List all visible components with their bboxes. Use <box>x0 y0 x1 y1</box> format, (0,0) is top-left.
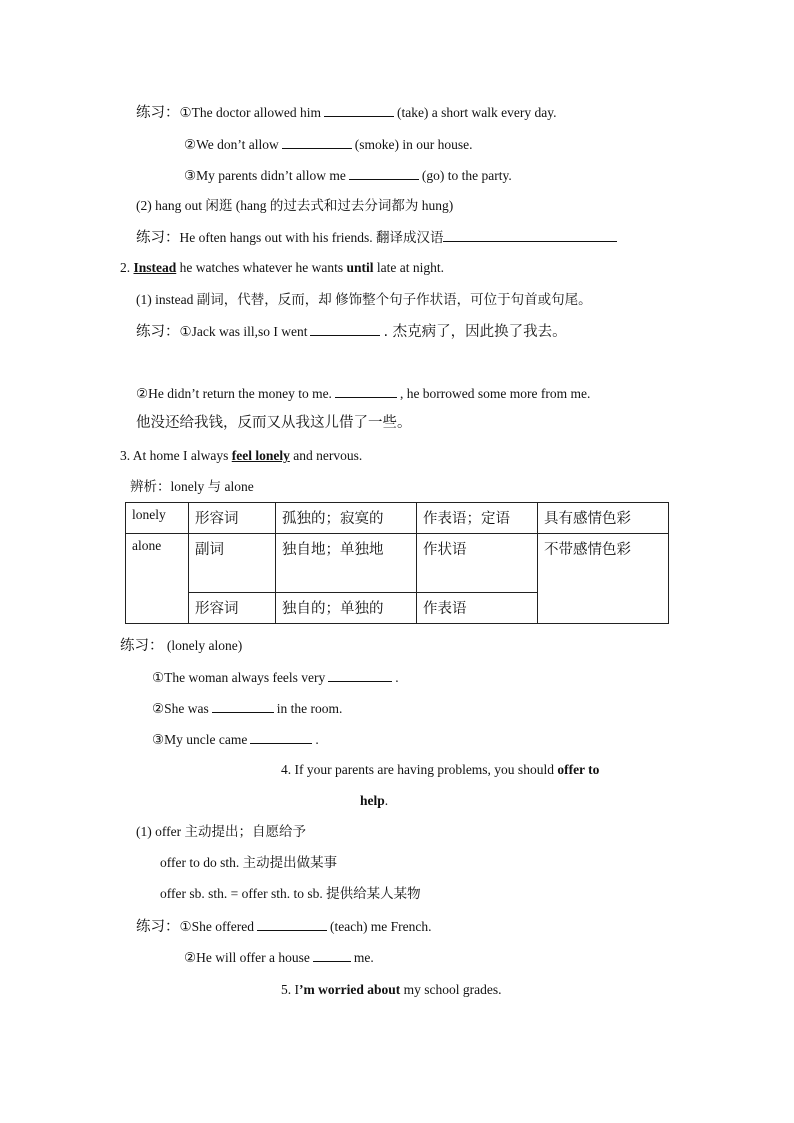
answer-blank[interactable] <box>349 165 419 180</box>
exercise-label: 练习： <box>136 105 180 121</box>
offer-exercise-2 <box>184 947 374 968</box>
sentence-start: 3. At home I always <box>120 448 232 463</box>
keyword-offer-to: offer to <box>557 762 600 777</box>
exercise-label: 练习： <box>136 324 180 340</box>
sentence-end: late at night. <box>373 260 444 275</box>
sentence-start: ②He will offer a house <box>184 950 310 965</box>
answer-blank[interactable] <box>250 729 312 744</box>
sentence-start: ②She was <box>152 701 209 716</box>
lonely-alone-q2 <box>152 698 342 719</box>
sentence-start: ①The woman always feels very <box>152 670 326 685</box>
sentence-start: ①The doctor allowed him <box>179 105 321 120</box>
sentence-end: and nervous. <box>289 448 363 463</box>
lonely-alone-q3: ③My uncle came . <box>152 729 319 750</box>
lonely-alone-exercise-heading <box>120 636 242 656</box>
answer-blank[interactable] <box>443 227 617 242</box>
answer-blank[interactable] <box>282 134 352 149</box>
table-cell: 独自的；单独的 <box>276 593 417 624</box>
table-row <box>126 503 669 534</box>
table-cell: 作表语；定语 <box>417 503 538 534</box>
section-5-heading <box>281 980 501 1000</box>
table-cell: 不带感情色彩 <box>538 534 669 624</box>
table-cell: 作状语 <box>417 534 538 593</box>
sentence-end: . 杰克病了，因此换了我去。 <box>383 324 567 340</box>
table-cell: 副词 <box>189 534 276 593</box>
sentence-start: ③My parents didn’t allow me <box>184 168 346 183</box>
sentence-start: 4. If your parents are having problems, you should <box>281 762 558 777</box>
section-4-heading-cont: help. <box>360 793 389 808</box>
exercise-label: 练习： <box>120 638 164 654</box>
answer-blank[interactable] <box>310 321 380 336</box>
sentence-end: in the room. <box>276 701 343 716</box>
table-cell: 独自地；单独地 <box>276 534 417 593</box>
sentence-start: ②We don’t allow <box>184 137 279 152</box>
sentence-mid: he watches whatever he wants <box>176 260 347 275</box>
sentence-end: me. <box>353 950 374 965</box>
keyword-worried-about: ’m worried about <box>299 982 401 997</box>
answer-blank[interactable] <box>313 947 351 962</box>
section-number: 2. <box>120 260 134 275</box>
sentence-end: my school grades. <box>400 982 502 997</box>
exercise-line-1 <box>136 102 557 123</box>
offer-definition-1: (1) offer 主动提出；自愿给予 <box>136 824 306 839</box>
sentence-start: ①Jack was ill,so I went <box>179 324 308 339</box>
offer-definition-2: offer to do sth. 主动提出做某事 <box>160 855 338 870</box>
section-2-heading <box>120 258 444 278</box>
comparison-table <box>125 502 669 624</box>
compare-heading: 辨析：lonely 与 alone <box>130 479 254 494</box>
sentence-start: ③My uncle came <box>152 732 248 747</box>
table-cell: 形容词 <box>189 503 276 534</box>
hangout-exercise <box>136 227 620 248</box>
hangout-definition: (2) hang out 闲逛 (hang 的过去式和过去分词都为 hung) <box>136 198 454 213</box>
offer-definition-3: offer sb. sth. = offer sth. to sb. 提供给某人某物 <box>160 886 421 901</box>
section-3-heading <box>120 446 362 466</box>
sentence-end: (teach) me French. <box>329 919 432 934</box>
keyword-until: until <box>346 260 374 275</box>
keyword-help: help <box>360 793 385 808</box>
sentence-start: ②He didn’t return the money to me. <box>136 386 332 401</box>
table-cell: 具有感情色彩 <box>538 503 669 534</box>
section-4-heading <box>281 760 599 780</box>
exercise-label: 练习： <box>136 919 180 935</box>
instead-exercise-1 <box>136 321 567 342</box>
exercise-line-2 <box>184 134 473 155</box>
table-cell: alone <box>126 534 189 624</box>
answer-blank[interactable] <box>257 916 327 931</box>
table-row <box>126 534 669 593</box>
exercise-label: 练习： <box>136 230 180 246</box>
instead-exercise-2-translation: 他没还给我钱，反而又从我这儿借了一些。 <box>136 415 412 431</box>
table-cell: lonely <box>126 503 189 534</box>
instead-definition: (1) instead 副词，代替，反而，却 修饰整个句子作状语，可位于句首或句尾。 <box>136 292 592 307</box>
sentence-end: (take) a short walk every day. <box>396 105 557 120</box>
answer-blank[interactable] <box>335 383 397 398</box>
answer-blank[interactable] <box>328 667 392 682</box>
table-cell: 形容词 <box>189 593 276 624</box>
exercise-text: He often hangs out with his friends. 翻译成汉语 <box>179 230 444 245</box>
instead-exercise-2 <box>136 383 590 404</box>
keyword-feel-lonely: feel lonely <box>231 448 290 463</box>
sentence-end: (smoke) in our house. <box>354 137 473 152</box>
table-cell: 孤独的；寂寞的 <box>276 503 417 534</box>
keyword-instead: Instead <box>133 260 177 275</box>
sentence-start: 5. I <box>281 982 299 997</box>
sentence-end: (go) to the party. <box>421 168 512 183</box>
table-cell: 作表语 <box>417 593 538 624</box>
exercise-hint: (lonely alone) <box>163 638 243 653</box>
lonely-alone-q1: ①The woman always feels very . <box>152 667 399 688</box>
sentence-end: , he borrowed some more from me. <box>399 386 591 401</box>
answer-blank[interactable] <box>324 102 394 117</box>
sentence-start: ①She offered <box>179 919 254 934</box>
exercise-line-3 <box>184 165 512 186</box>
answer-blank[interactable] <box>212 698 274 713</box>
offer-exercise-1 <box>136 916 432 937</box>
